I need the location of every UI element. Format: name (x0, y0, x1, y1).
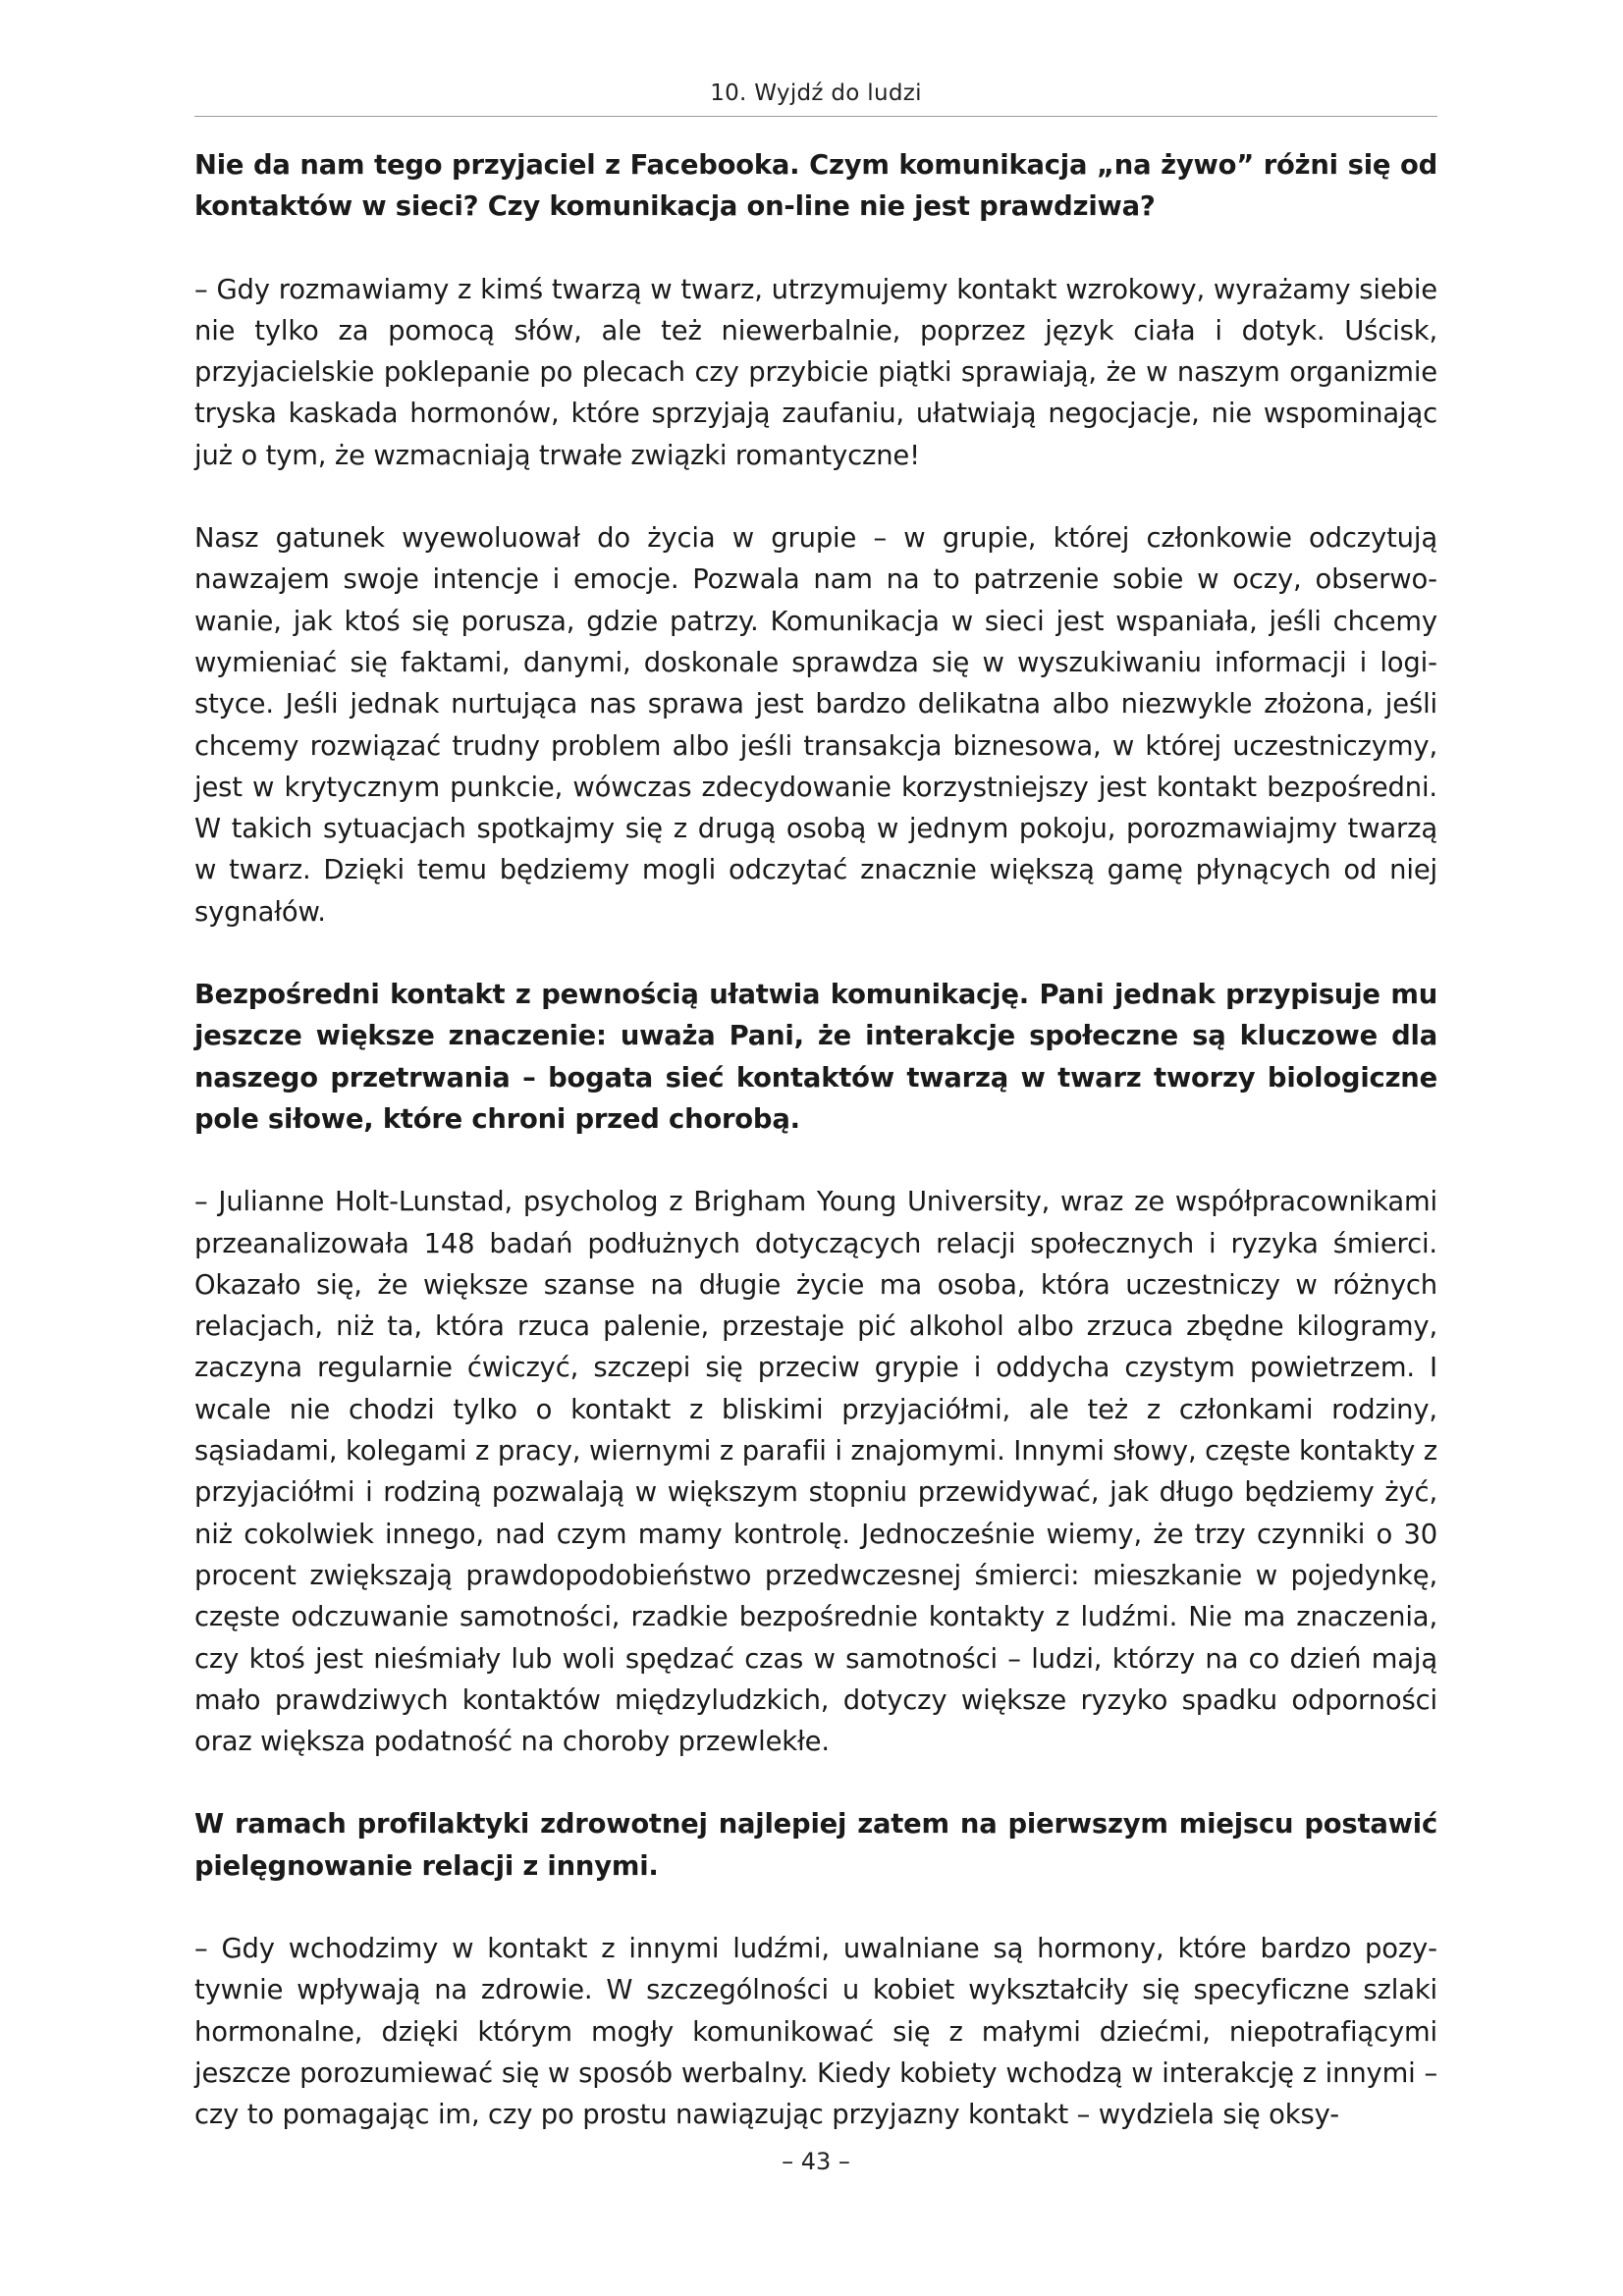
interview-question: Bezpośredni kontakt z pewnością ułatwia komunikację. Pani jednak przypisuje mu jeszcze większe znaczenie: uważa Pani, że interakcje społeczne są kluczowe dla naszego przetrwania – bogata sieć kontaktów twarzą w twarz tworzy biologiczne pole siłowe, które chroni przed chorobą. (194, 980, 1437, 1135)
interview-answer: – Gdy wchodzimy w kontakt z innymi ludźmi, uwalniane są hormony, które bardzo pozytywnie wpływają na zdrowie. W szczególności u kobiet wykształciły się specyficzne szlaki hormonalne, dzięki którym mogły komunikować się z małymi dziećmi, niepotrafiącymi jeszcze porozumiewać się w sposób werbalny. Kiedy kobiety wchodzą w interakcję z innymi – czy to pomagając im, czy po prostu nawiązując przyjazny kontakt – wydziela się oksy- (194, 1933, 1437, 2131)
interview-answer: Nasz gatunek wyewoluował do życia w grupie – w grupie, której członkowie odczytują nawzajem swoje intencje i emocje. Pozwala nam na to patrzenie sobie w oczy, obserwowanie, jak ktoś się porusza, gdzie patrzy. Komunikacja w sieci jest wspaniała, jeśli chcemy wymieniać się faktami, danymi, doskonale sprawdza się w wyszukiwaniu informacji i logistyce. Jeśli jednak nurtująca nas sprawa jest bardzo delikatna albo niezwykle złożona, jeśli chcemy rozwiązać trudny problem albo jeśli transakcja biznesowa, w której uczestniczymy, jest w krytycznym punkcie, wówczas zdecydowanie korzystniejszy jest kontakt bezpośredni. W takich sytuacjach spotkajmy się z drugą osobą w jednym pokoju, porozmawiajmy twarzą w twarz. Dzięki temu będziemy mogli odczytać znacznie większą gamę płynących od niej sygnałów. (194, 523, 1437, 928)
interview-question: Nie da nam tego przyjaciel z Facebooka. Czym komunikacja „na żywo” różni się od kontaktów w sieci? Czy komunikacja on-line nie jest prawdziwa? (194, 150, 1437, 223)
page-number: – 43 – (782, 2148, 850, 2175)
page-body (194, 145, 1437, 2136)
header-divider (194, 116, 1437, 117)
interview-question: W ramach profilaktyki zdrowotnej najlepiej zatem na pierwszym miejscu postawić pielęgnowanie relacji z innymi. (194, 1809, 1437, 1882)
running-header: 10. Wyjdź do ludzi (710, 80, 922, 106)
interview-answer: – Julianne Holt-Lunstad, psycholog z Brigham Young University, wraz ze współpracownikami przeanalizowała 148 badań podłużnych dotyczących relacji społecznych i ryzyka śmierci. Okazało się, że większe szanse na długie życie ma osoba, która uczestniczy w różnych relacjach, niż ta, która rzuca palenie, przestaje pić alkohol albo zrzuca zbędne kilogramy, zaczyna regularnie ćwiczyć, szczepi się przeciw grypie i oddycha czystym powietrzem. I wcale nie chodzi tylko o kontakt z bliskimi przyjaciółmi, ale też z członkami rodziny, sąsiadami, kolegami z pracy, wiernymi z parafii i znajomymi. Innymi słowy, częste kontakty z przyjaciółmi i rodziną pozwalają w większym stopniu przewidywać, jak długo będziemy żyć, niż cokolwiek innego, nad czym mamy kontrolę. Jednocześnie wiemy, że trzy czynniki o 30 procent zwiększają prawdopodobieństwo przedwczesnej śmierci: mieszkanie w pojedynkę, częste odczuwanie samotności, rzadkie bezpośrednie kontakty z ludźmi. Nie ma znaczenia, czy ktoś jest nieśmiały lub woli spędzać czas w samotności – ludzi, którzy na co dzień mają mało prawdziwych kontaktów międzyludzkich, dotyczy większe ryzyko spadku odporności oraz większa podatność na choroby przewlekłe. (194, 1187, 1437, 1758)
interview-answer: – Gdy rozmawiamy z kimś twarzą w twarz, utrzymujemy kontakt wzrokowy, wyrażamy siebie nie tylko za pomocą słów, ale też niewerbalnie, poprzez język ciała i dotyk. Uścisk, przyjacielskie poklepanie po plecach czy przybicie piątki sprawiają, że w naszym organizmie tryska kaskada hormonów, które sprzyjają zaufaniu, ułatwiają negocjacje, nie wspominając już o tym, że wzmacniają trwałe związki romantyczne! (194, 274, 1437, 471)
